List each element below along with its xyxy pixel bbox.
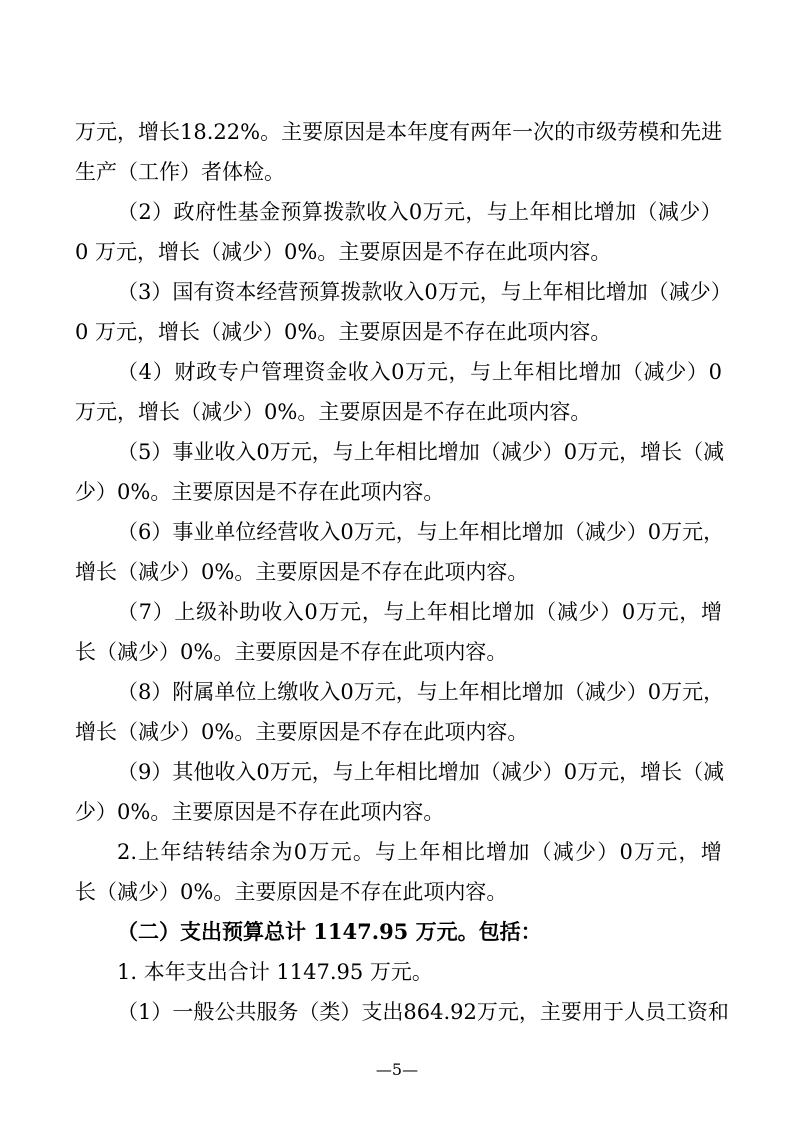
body-line-15: （ 8 ） 附 属 单 位 上 缴 收 入 0 万 元 ， 与 上 年 相 比 增 加 （ 减 少 ） 0 万 元 ， xyxy=(117,680,725,704)
body-line-6: 0 万元，增长（减少）0%。主要原因是不存在此项内容。 xyxy=(75,320,612,344)
body-line-8: 万元，增长（减少）0%。主要原因是不存在此项内容。 xyxy=(75,400,592,424)
body-line-16: 增长（减少）0%。主要原因是不存在此项内容。 xyxy=(75,720,529,744)
body-line-3: （ 2 ） 政 府 性 基 金 预 算 拨 款 收 入 0 万 元 ， 与 上 年 相 比 增 加 （ 减 少 ） xyxy=(117,200,722,224)
body-line-14: 长（减少）0%。主要原因是不存在此项内容。 xyxy=(75,640,508,664)
body-line-1: 万 元 ， 增 长 18.22% 。 主 要 原 因 是 本 年 度 有 两 年 一 次 的 市 级 劳 模 和 先 进 xyxy=(75,120,723,144)
body-line-23: （ 1 ） 一 般 公 共 服 务 （ 类 ） 支 出 864.92 万 元 ， 主 要 用 于 人 员 工 资 和 xyxy=(117,1000,729,1024)
body-line-4: 0 万元，增长（减少）0%。主要原因是不存在此项内容。 xyxy=(75,240,612,264)
page-number: —5— xyxy=(375,1060,419,1079)
body-line-18: 少）0%。主要原因是不存在此项内容。 xyxy=(75,800,445,824)
body-line-12: 增长（减少）0%。主要原因是不存在此项内容。 xyxy=(75,560,529,584)
body-line-20: 长（减少）0%。主要原因是不存在此项内容。 xyxy=(75,880,508,904)
body-line-7: （ 4 ） 财 政 专 户 管 理 资 金 收 入 0 万 元 ， 与 上 年 相 比 增 加 （ 减 少 ） 0 xyxy=(117,360,722,384)
body-line-9: （ 5 ） 事 业 收 入 0 万 元 ， 与 上 年 相 比 增 加 （ 减 少 ） 0 万 元 ， 增 长 （ 减 xyxy=(117,440,725,464)
body-line-10: 少）0%。主要原因是不存在此项内容。 xyxy=(75,480,445,504)
body-line-17: （ 9 ） 其 他 收 入 0 万 元 ， 与 上 年 相 比 增 加 （ 减 少 ） 0 万 元 ， 增 长 （ 减 xyxy=(117,760,725,784)
body-line-22: 1. 本年支出合计 1147.95 万元。 xyxy=(117,960,433,984)
body-line-5: （ 3 ） 国 有 资 本 经 营 预 算 拨 款 收 入 0 万 元 ， 与 上 年 相 比 增 加 （ 减 少 ） xyxy=(117,280,732,304)
body-line-2: 生产（工作）者体检。 xyxy=(75,160,285,184)
body-line-11: （ 6 ） 事 业 单 位 经 营 收 入 0 万 元 ， 与 上 年 相 比 增 加 （ 减 少 ） 0 万 元 ， xyxy=(117,520,725,544)
body-line-19: 2. 上 年 结 转 结 余 为 0 万 元 。 与 上 年 相 比 增 加 （ 减 少 ） 0 万 元 ， 增 xyxy=(117,840,722,864)
body-line-13: （ 7 ） 上 级 补 助 收 入 0 万 元 ， 与 上 年 相 比 增 加 （ 减 少 ） 0 万 元 ， 增 xyxy=(117,600,722,624)
section-heading-expenditure: （二）支出预算总计 1147.95 万元。包括： xyxy=(117,919,542,944)
